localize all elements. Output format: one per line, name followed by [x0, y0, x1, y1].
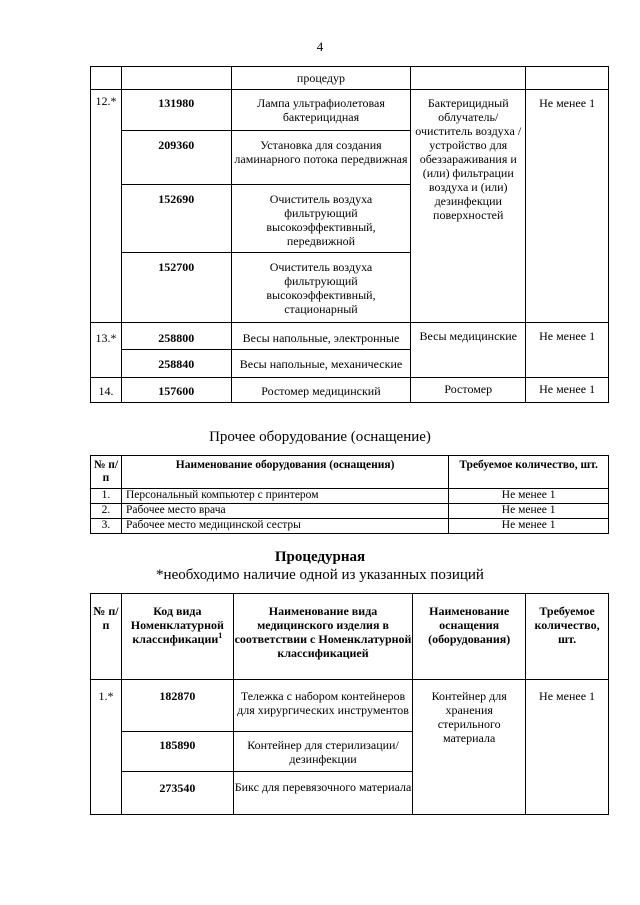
- item-name: Контейнер для стерилизации/дезинфекции: [233, 732, 412, 772]
- equipment-name: Бактерицидный облучатель/ очиститель воздуха /устройство для обеззараживания и (или) фильтрации воздуха и (или) дезинфекции поверхностей: [411, 90, 526, 323]
- equipment-name: Весы медицинские: [411, 323, 526, 378]
- row-number: 13.*: [91, 323, 122, 378]
- required-qty: Не менее 1: [526, 680, 609, 815]
- table-row: [91, 378, 609, 403]
- row-number: 1.*: [91, 680, 122, 815]
- header-equipment: Наименование оснащения (оборудования): [413, 594, 526, 680]
- header-qty: Требуемое количество, шт.: [449, 456, 609, 489]
- section-subtitle: *необходимо наличие одной из указанных позиций: [156, 567, 484, 583]
- row-number: 1.: [91, 489, 122, 504]
- item-code: 152700: [121, 253, 231, 323]
- procedural-table: [90, 593, 609, 815]
- other-equipment-title: Прочее оборудование (оснащение): [209, 429, 431, 445]
- table-row: [91, 489, 609, 504]
- item-code: 209360: [121, 131, 231, 185]
- item-name: Ростомер медицинский: [231, 378, 411, 403]
- table-header-row: [91, 594, 609, 680]
- required-qty: Не менее 1: [449, 489, 609, 504]
- table-row: [91, 519, 609, 534]
- item-name: Тележка с набором контейнеров для хирургических инструментов: [233, 680, 412, 732]
- item-code: 185890: [121, 732, 233, 772]
- item-name: Лампа ультрафиолетовая бактерицидная: [231, 90, 411, 131]
- continuation-text: процедур: [231, 67, 411, 90]
- header-code-text: Код вида Номенклатурной классификации: [130, 604, 224, 646]
- item-name: Весы напольные, механические: [231, 350, 411, 378]
- header-num: № п/п: [91, 594, 122, 680]
- equipment-table-continued: [90, 66, 609, 403]
- equipment-name: Рабочее место врача: [121, 504, 448, 519]
- row-number: 14.: [91, 378, 122, 403]
- equipment-name: Контейнер для хранения стерильного материала: [413, 680, 526, 815]
- page-number: 4: [316, 39, 324, 54]
- table-header-row: [91, 456, 609, 489]
- header-name: Наименование оборудования (оснащения): [121, 456, 448, 489]
- row-number: 2.: [91, 504, 122, 519]
- header-num: № п/п: [91, 456, 122, 489]
- other-equipment-table: [90, 455, 609, 534]
- item-name: Установка для создания ламинарного потока передвижная: [231, 131, 411, 185]
- footnote-mark: 1: [218, 631, 223, 640]
- header-qty: Требуемое количество, шт.: [526, 594, 609, 680]
- header-code: [121, 594, 233, 680]
- table-row: [91, 67, 609, 90]
- equipment-name: Ростомер: [411, 378, 526, 403]
- section-title: Процедурная: [274, 549, 366, 565]
- row-number: 12.*: [91, 90, 122, 323]
- item-code: 131980: [121, 90, 231, 131]
- item-code: 273540: [121, 772, 233, 815]
- item-code: 157600: [121, 378, 231, 403]
- equipment-name: Рабочее место медицинской сестры: [121, 519, 448, 534]
- equipment-name: Персональный компьютер с принтером: [121, 489, 448, 504]
- table-row: [91, 680, 609, 732]
- item-name: Бикс для перевязочного материала: [233, 772, 412, 815]
- row-number: 3.: [91, 519, 122, 534]
- required-qty: Не менее 1: [449, 504, 609, 519]
- item-code: 258840: [121, 350, 231, 378]
- required-qty: Не менее 1: [526, 323, 609, 378]
- table-row: [91, 504, 609, 519]
- required-qty: Не менее 1: [526, 90, 609, 323]
- item-name: Очиститель воздуха фильтрующий высокоэффективный, стационарный: [231, 253, 411, 323]
- required-qty: Не менее 1: [449, 519, 609, 534]
- header-item-name: Наименование вида медицинского изделия в соответствии с Номенклатурной классификацией: [233, 594, 412, 680]
- required-qty: Не менее 1: [526, 378, 609, 403]
- item-code: 182870: [121, 680, 233, 732]
- table-row: [91, 90, 609, 131]
- item-code: 152690: [121, 185, 231, 253]
- table-row: [91, 323, 609, 350]
- item-code: 258800: [121, 323, 231, 350]
- item-name: Весы напольные, электронные: [231, 323, 411, 350]
- item-name: Очиститель воздуха фильтрующий высокоэффективный, передвижной: [231, 185, 411, 253]
